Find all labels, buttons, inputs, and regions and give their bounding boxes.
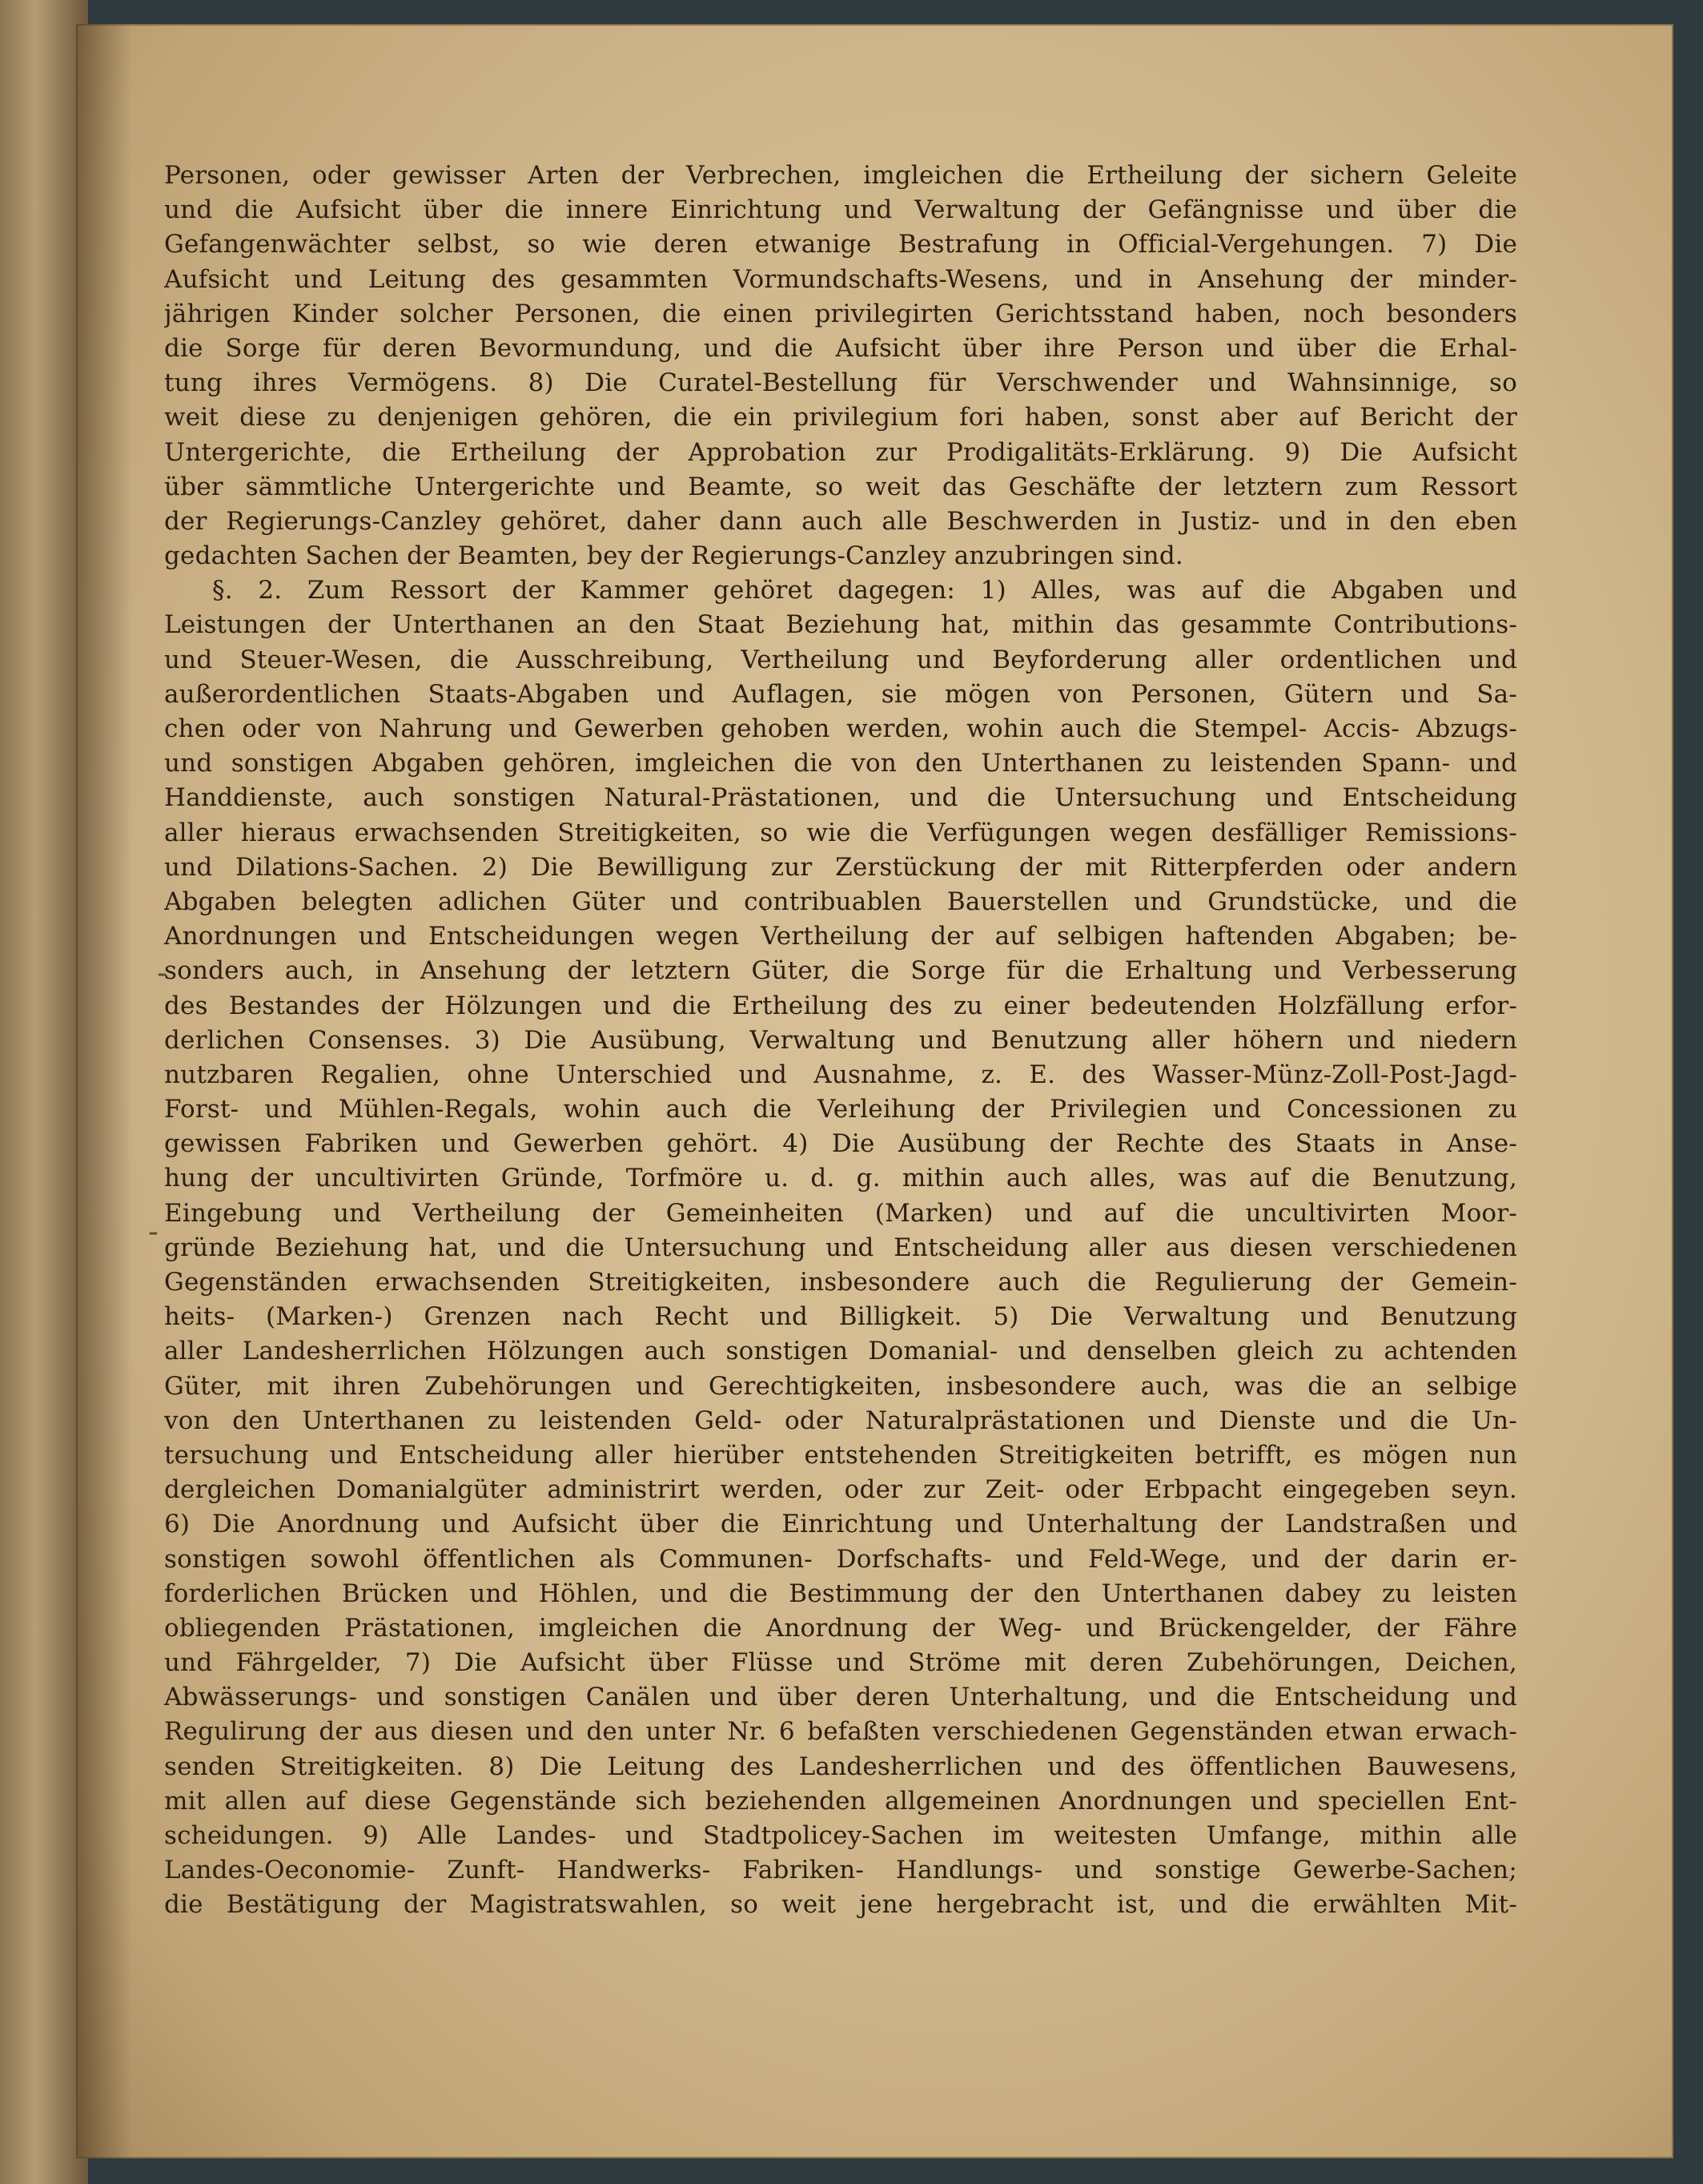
text-line: chen oder von Nahrung und Gewerben gehoben werden, wohin auch die Stempel- Accis- Abzugs-: [164, 714, 1517, 743]
text-line: Gegenständen erwachsenden Streitigkeiten, insbesondere auch die Regulierung der Gemein-: [164, 1268, 1517, 1297]
text-line: obliegenden Prästationen, imgleichen die Anordnung der Weg- und Brückengelder, der Fähre: [164, 1613, 1517, 1643]
text-line: sonstigen sowohl öffentlichen als Communen- Dorfschafts- und Feld-Wege, und der darin er-: [164, 1544, 1517, 1574]
text-line: Aufsicht und Leitung des gesammten Vormundschafts-Wesens, und in Ansehung der minder-: [164, 264, 1517, 294]
text-line: gewissen Fabriken und Gewerben gehört. 4) Die Ausübung der Rechte des Staats in Anse-: [164, 1129, 1517, 1159]
text-line: Gefangenwächter selbst, so wie deren etwanige Bestrafung in Official-Vergehungen. 7) Die: [164, 230, 1517, 259]
text-line: über sämmtliche Untergerichte und Beamte, so weit das Geschäfte der letztern zum Ressort: [164, 472, 1517, 501]
text-line: außerordentlichen Staats-Abgaben und Auflagen, sie mögen von Personen, Gütern und Sa-: [164, 679, 1517, 709]
text-line: §. 2. Zum Ressort der Kammer gehöret dagegen: 1) Alles, was auf die Abgaben und: [212, 576, 1517, 605]
text-line: Abgaben belegten adlichen Güter und contribuablen Bauerstellen und Grundstücke, und die: [164, 887, 1517, 916]
text-line: Landes-Oeconomie- Zunft- Handwerks- Fabriken- Handlungs- und sonstige Gewerbe-Sachen;: [164, 1856, 1517, 1885]
text-line: aller Landesherrlichen Hölzungen auch sonstigen Domanial- und denselben gleich zu achtenden: [164, 1337, 1517, 1366]
text-line: und Fährgelder, 7) Die Aufsicht über Flüsse und Ströme mit deren Zubehörungen, Deichen,: [164, 1648, 1517, 1678]
margin-mark: -: [148, 1216, 159, 1249]
text-line: Güter, mit ihren Zubehörungen und Gerechtigkeiten, insbesondere auch, was die an selbige: [164, 1371, 1517, 1401]
text-line: tung ihres Vermögens. 8) Die Curatel-Bestellung für Verschwender und Wahnsinnige, so: [164, 368, 1517, 398]
text-line: derlichen Consenses. 3) Die Ausübung, Verwaltung und Benutzung aller höhern und niedern: [164, 1025, 1517, 1055]
text-line: senden Streitigkeiten. 8) Die Leitung des Landesherrlichen und des öffentlichen Bauwesens,: [164, 1752, 1517, 1781]
text-line: und Dilations-Sachen. 2) Die Bewilligung zur Zerstückung der mit Ritterpferden oder andern: [164, 852, 1517, 882]
text-line: der Regierungs-Canzley gehöret, daher dann auch alle Beschwerden in Justiz- und in den eben: [164, 506, 1517, 536]
text-line: die Bestätigung der Magistratswahlen, so weit jene hergebracht ist, und die erwählten Mit-: [164, 1890, 1517, 1920]
text-line: Handdienste, auch sonstigen Natural-Prästationen, und die Untersuchung und Entscheidung: [164, 783, 1517, 813]
text-line: des Bestandes der Hölzungen und die Ertheilung des zu einer bedeutenden Holzfällung erfor-: [164, 991, 1517, 1020]
text-line: und die Aufsicht über die innere Einrichtung und Verwaltung der Gefängnisse und über die: [164, 195, 1517, 225]
text-line: Leistungen der Unterthanen an den Staat Beziehung hat, mithin das gesammte Contributions-: [164, 610, 1517, 640]
text-line: sonders auch, in Ansehung der letztern Güter, die Sorge für die Erhaltung und Verbesserung: [164, 956, 1517, 986]
text-line: Eingebung und Vertheilung der Gemeinheiten (Marken) und auf die uncultivirten Moor-: [164, 1198, 1517, 1228]
gutter-shadow: [76, 24, 132, 2158]
body-text: [164, 159, 1517, 1923]
text-line: jährigen Kinder solcher Personen, die einen privilegirten Gerichtsstand haben, noch besonders: [164, 299, 1517, 328]
text-line: Personen, oder gewisser Arten der Verbrechen, imgleichen die Ertheilung der sichern Geleite: [164, 161, 1517, 190]
text-line: forderlichen Brücken und Höhlen, und die Bestimmung der den Unterthanen dabey zu leisten: [164, 1579, 1517, 1608]
text-line: gründe Beziehung hat, und die Untersuchung und Entscheidung aller aus diesen verschiedenen: [164, 1233, 1517, 1262]
text-line: Untergerichte, die Ertheilung der Approbation zur Prodigalitäts-Erklärung. 9) Die Aufsicht: [164, 437, 1517, 467]
text-line: mit allen auf diese Gegenstände sich beziehenden allgemeinen Anordnungen und speciellen Ent-: [164, 1786, 1517, 1816]
text-line: heits- (Marken-) Grenzen nach Recht und Billigkeit. 5) Die Verwaltung und Benutzung: [164, 1302, 1517, 1332]
text-line: die Sorge für deren Bevormundung, und die Aufsicht über ihre Person und über die Erhal-: [164, 333, 1517, 363]
text-line: weit diese zu denjenigen gehören, die ein privilegium fori haben, sonst aber auf Bericht der: [164, 403, 1517, 432]
text-line: Forst- und Mühlen-Regals, wohin auch die Verleihung der Privilegien und Concessionen zu: [164, 1095, 1517, 1124]
text-line: Regulirung der aus diesen und den unter Nr. 6 befaßten verschiedenen Gegenständen etwan erwach-: [164, 1717, 1517, 1747]
text-line: 6) Die Anordnung und Aufsicht über die Einrichtung und Unterhaltung der Landstraßen und: [164, 1510, 1517, 1539]
facing-page-edge: [0, 0, 88, 2184]
text-line: scheidungen. 9) Alle Landes- und Stadtpolicey-Sachen im weitesten Umfange, mithin alle: [164, 1821, 1517, 1850]
text-line: aller hieraus erwachsenden Streitigkeiten, so wie die Verfügungen wegen desfälliger Remissions-: [164, 818, 1517, 847]
text-line: dergleichen Domanialgüter administrirt werden, oder zur Zeit- oder Erbpacht eingegeben seyn.: [164, 1475, 1517, 1505]
text-line: von den Unterthanen zu leistenden Geld- oder Naturalprästationen und Dienste und die Un-: [164, 1406, 1517, 1435]
text-line: gedachten Sachen der Beamten, bey der Regierungs-Canzley anzubringen sind.: [164, 541, 1183, 571]
text-line: und Steuer-Wesen, die Ausschreibung, Vertheilung und Beyforderung aller ordentlichen und: [164, 645, 1517, 674]
text-line: Anordnungen und Entscheidungen wegen Vertheilung der auf selbigen haftenden Abgaben; be-: [164, 922, 1517, 951]
text-line: nutzbaren Regalien, ohne Unterschied und Ausnahme, z. E. des Wasser-Münz-Zoll-Post-Jagd-: [164, 1060, 1517, 1089]
text-line: tersuchung und Entscheidung aller hierüber entstehenden Streitigkeiten betrifft, es mögen nun: [164, 1440, 1517, 1470]
text-line: und sonstigen Abgaben gehören, imgleichen die von den Unterthanen zu leistenden Spann- und: [164, 749, 1517, 778]
text-line: Abwässerungs- und sonstigen Canälen und über deren Unterhaltung, und die Entscheidung und: [164, 1683, 1517, 1712]
text-line: hung der uncultivirten Gründe, Torfmöre u. d. g. mithin auch alles, was auf die Benutzung,: [164, 1164, 1517, 1193]
margin-mark: -: [157, 957, 167, 990]
